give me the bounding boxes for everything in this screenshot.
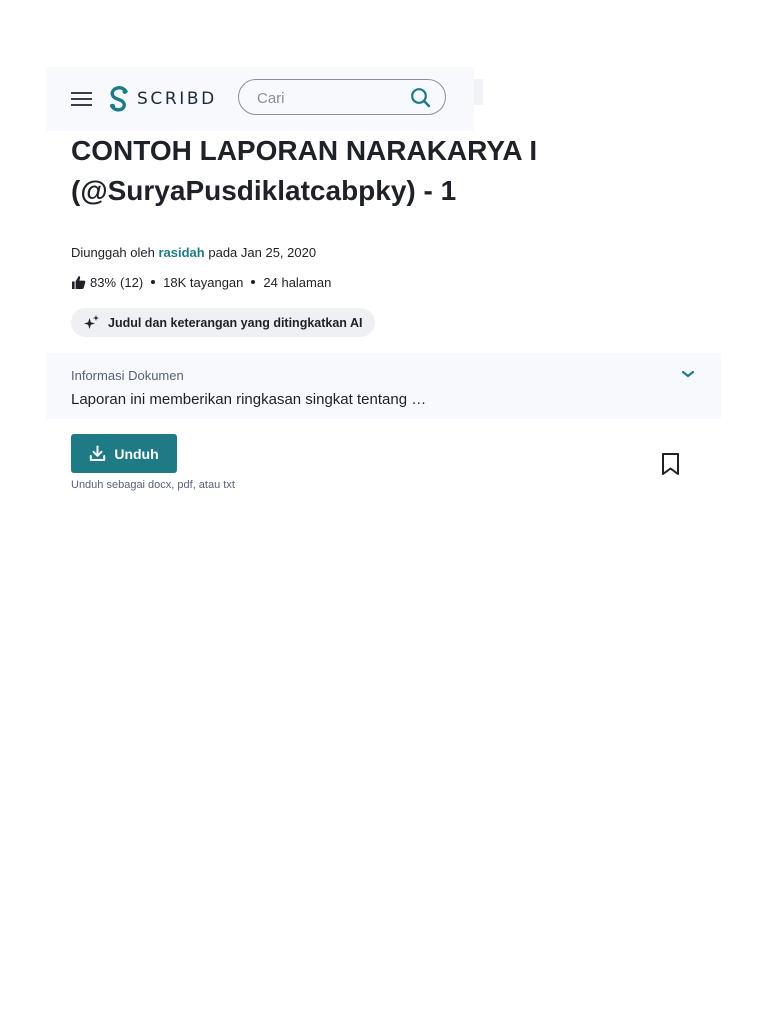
- download-icon: [89, 445, 106, 462]
- separator-dot: [151, 280, 155, 284]
- bookmark-icon[interactable]: [660, 452, 681, 476]
- download-button-label: Unduh: [114, 445, 159, 462]
- search-box[interactable]: [238, 79, 446, 115]
- chevron-down-icon[interactable]: [681, 369, 695, 379]
- upload-date: pada Jan 25, 2020: [208, 245, 317, 260]
- ai-badge-label: Judul dan keterangan yang ditingkatkan AI: [108, 315, 363, 330]
- document-info-panel[interactable]: [46, 353, 721, 419]
- uploaded-by-label: Diunggah oleh: [71, 245, 155, 260]
- search-icon[interactable]: [410, 87, 431, 108]
- document-stats: [71, 273, 331, 291]
- rating-count: (12): [120, 274, 144, 290]
- download-formats-note: Unduh sebagai docx, pdf, atau txt: [71, 479, 235, 491]
- rating-percent: 83%: [90, 274, 117, 290]
- document-info-label: Informasi Dokumen: [71, 368, 184, 383]
- separator-dot: [251, 280, 255, 284]
- scribd-logo[interactable]: [108, 86, 217, 112]
- scribd-logo-icon: [108, 86, 130, 112]
- logo-wordmark: SCRIBD: [137, 89, 217, 109]
- download-button[interactable]: [71, 434, 177, 473]
- sparkle-icon: [83, 314, 100, 331]
- thumbs-up-icon: [71, 275, 86, 290]
- top-header: [46, 67, 474, 131]
- document-title: CONTOH LAPORAN NARAKARYA I (@SuryaPusdiklatcabpky) - 1: [71, 135, 538, 206]
- document-description: Laporan ini memberikan ringkasan singkat tentang …: [71, 391, 427, 408]
- view-count: 18K tayangan: [163, 274, 244, 290]
- hamburger-menu-icon[interactable]: [70, 89, 94, 109]
- upload-info: [71, 245, 316, 260]
- search-input[interactable]: [255, 87, 399, 109]
- ai-enhanced-badge: [71, 308, 375, 337]
- header-overlay-edge: [474, 79, 483, 105]
- uploader-link[interactable]: rasidah: [158, 245, 205, 260]
- page-count: 24 halaman: [263, 274, 332, 290]
